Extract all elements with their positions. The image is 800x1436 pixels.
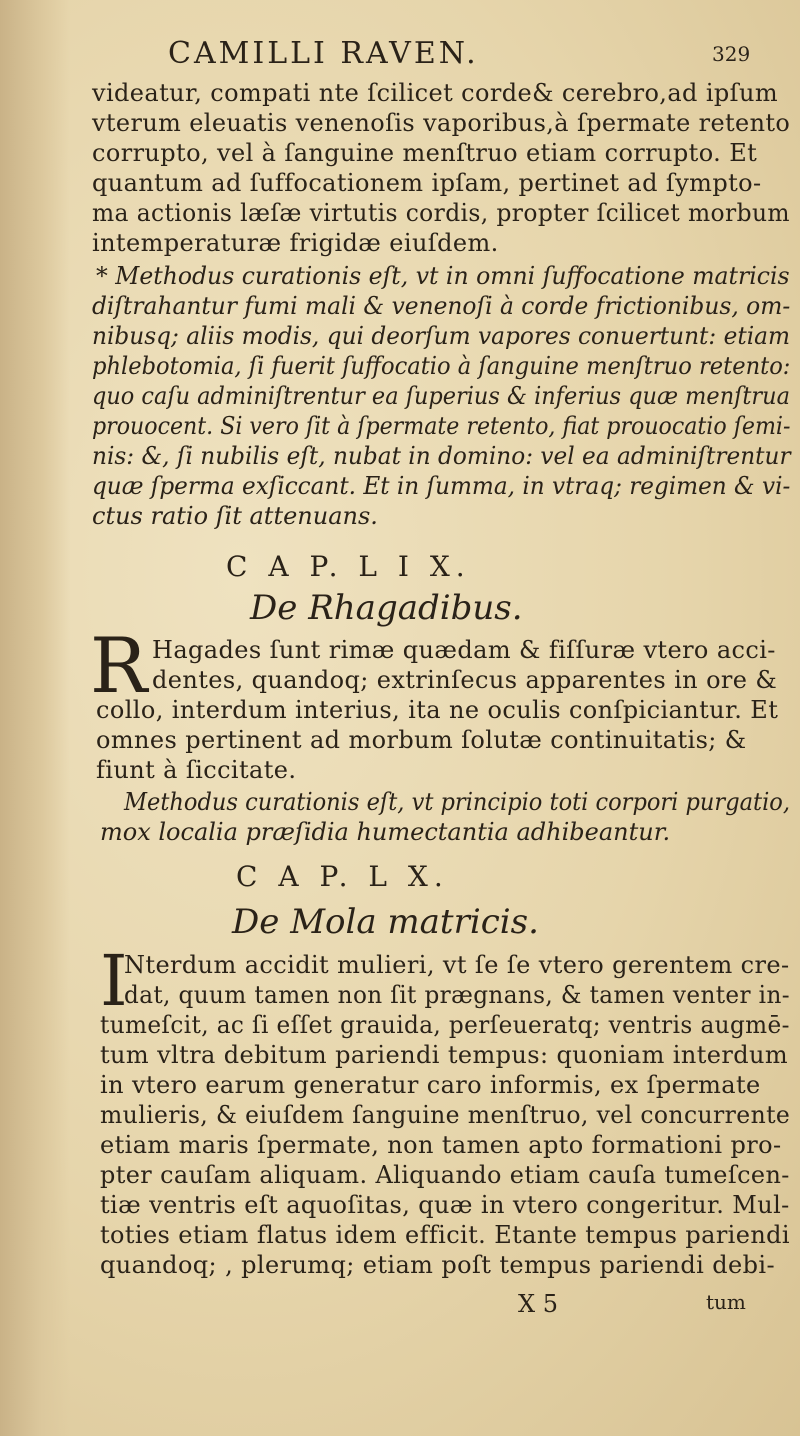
running-head: CAMILLI RAVEN. [168,36,479,71]
italic-line: mox localia præſidia humectantia adhibeantur. [100,818,671,846]
text-line: quantum ad ſuffocationem ipſam, pertinet ad ſympto- [92,169,762,197]
drop-cap: I [100,940,128,1022]
signature-mark: X 5 [518,1290,558,1318]
italic-line: nibusq; aliis modis, qui deorſum vapores conuertunt: etiam [92,322,791,350]
text-line: vterum eleuatis venenoſis vaporibus,à ſpermate retento [92,109,791,137]
italic-line: * Methodus curationis eſt, vt in omni ſuffocatione matricis [96,262,790,290]
italic-line: quo caſu adminiſtrentur ea ſuperius & inferius quæ menſtrua [92,382,790,410]
text-line: Nterdum accidit mulieri, vt ſe ſe vtero gerentem cre- [124,951,790,979]
text-line: in vtero earum generatur caro informis, ex ſpermate [100,1071,761,1099]
italic-line: Methodus curationis eſt, vt principio toti corpori purgatio, [124,788,790,816]
text-line: tiæ ventris eſt aquoſitas, quæ in vtero congeritur. Mul- [100,1191,790,1219]
text-line: dat, quum tamen non ſit prægnans, & tamen venter in- [124,981,790,1009]
italic-line: prouocent. Si vero ſit à ſpermate retento, fiat prouocatio ſemi- [92,412,791,440]
chapter-title: De Rhagadibus. [250,588,523,628]
text-line: pter cauſam aliquam. Aliquando etiam cauſa tumeſcen- [100,1161,790,1189]
text-line: toties etiam flatus idem efficit. Etante tempus pariendi [100,1221,790,1249]
page-number: 329 [712,42,751,66]
text-line: ma actionis læſæ virtutis cordis, propter ſcilicet morbum [92,199,790,227]
drop-cap: R [90,621,148,710]
italic-line: phlebotomia, ſi fuerit ſuffocatio à ſanguine menſtruo retento: [92,352,791,380]
text-line: omnes pertinent ad morbum ſolutæ continuitatis; & [96,726,747,754]
text-line: videatur, compati nte ſcilicet corde& cerebro,ad ipſum [92,79,778,107]
chapter-heading: C A P. L X. [236,860,449,893]
text-line: etiam maris ſpermate, non tamen apto formationi pro- [100,1131,782,1159]
text-line: tumeſcit, ac ſi eſſet grauida, perſeueratq; ventris augmē- [100,1011,790,1039]
text-line: quandoq; , plerumq; etiam poſt tempus pariendi debi- [100,1251,775,1279]
chapter-title: De Mola matricis. [232,902,539,942]
text-line: fiunt à ſiccitate. [96,756,297,784]
text-line: mulieris, & eiuſdem ſanguine menſtruo, vel concurrente [100,1101,791,1129]
catchword: tum [706,1290,746,1314]
text-line: corrupto, vel à ſanguine menſtruo etiam corrupto. Et [92,139,758,167]
text-line: collo, interdum interius, ita ne oculis conſpiciantur. Et [96,696,779,724]
italic-line: diſtrahantur fumi mali & venenoſi à corde frictionibus, om- [92,292,791,320]
text-line: intemperaturæ frigidæ eiuſdem. [92,229,499,257]
text-line: tum vltra debitum pariendi tempus: quoniam interdum [100,1041,789,1069]
italic-line: ctus ratio ſit attenuans. [92,502,378,530]
italic-line: quæ ſperma exſiccant. Et in ſumma, in vtraq; regimen & vi- [92,472,791,500]
text-line: Hagades ſunt rimæ quædam & fiſſuræ vtero acci- [152,636,776,664]
italic-line: nis: &, ſi nubilis eſt, nubat in domino: vel ea adminiſtrentur [92,442,791,470]
text-line: dentes, quandoq; extrinſecus apparentes in ore & [152,666,778,694]
chapter-heading: C A P. L I X. [226,550,471,583]
